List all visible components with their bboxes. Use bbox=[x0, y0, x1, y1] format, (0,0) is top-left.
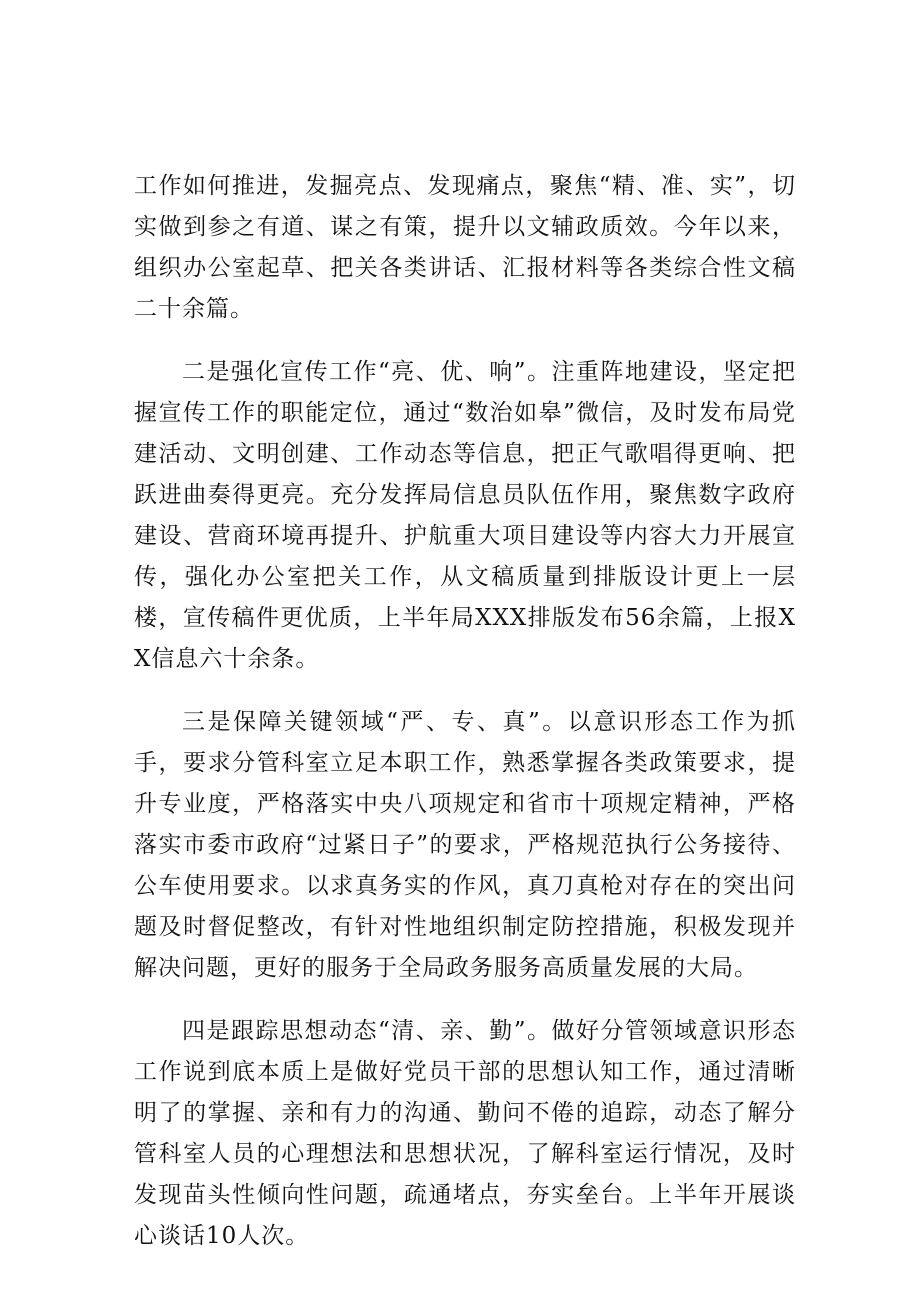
paragraph-gap bbox=[134, 330, 796, 352]
paragraph-gap bbox=[134, 680, 796, 702]
paragraph-4: 四是跟踪思想动态“清、亲、勤”。做好分管领域意识形态工作说到底本质上是做好党员干部的思想认知工作，通过清晰明了的掌握、亲和有力的沟通、勤问不倦的追踪，动态了解分管科室人员的心理想法和思想状况，了解科室运行情况，及时发现苗头性倾向性问题，疏通堵点，夯实垒台。上半年开展谈心谈话10人次。 bbox=[134, 1018, 796, 1249]
paragraph-1: 工作如何推进，发掘亮点、发现痛点，聚焦“精、准、实”，切实做到参之有道、谋之有策，提升以文辅政质效。今年以来，组织办公室起草、把关各类讲话、汇报材料等各类综合性文稿二十余篇。 bbox=[134, 173, 796, 322]
paragraph-3: 三是保障关键领域“严、专、真”。以意识形态工作为抓手，要求分管科室立足本职工作，熟悉掌握各类政策要求，提升专业度，严格落实中央八项规定和省市十项规定精神，严格落实市委市政府“过紧日子”的要求，严格规范执行公务接待、公车使用要求。以求真务实的作风，真刀真枪对存在的突出问题及时督促整改，有针对性地组织制定防控措施，积极发现并解决问题，更好的服务于全局政务服务高质量发展的大局。 bbox=[134, 709, 796, 981]
document-body bbox=[134, 166, 796, 1257]
paragraph-gap bbox=[134, 989, 796, 1011]
paragraph-2: 二是强化宣传工作“亮、优、响”。注重阵地建设，坚定把握宣传工作的职能定位，通过“数治如皋”微信，及时发布局党建活动、文明创建、工作动态等信息，把正气歌唱得更响、把跃进曲奏得更亮。充分发挥局信息员队伍作用，聚焦数字政府建设、营商环境再提升、护航重大项目建设等内容大力开展宣传，强化办公室把关工作，从文稿质量到排版设计更上一层楼，宣传稿件更优质，上半年局XXX排版发布56余篇，上报XX信息六十余条。 bbox=[134, 359, 796, 672]
